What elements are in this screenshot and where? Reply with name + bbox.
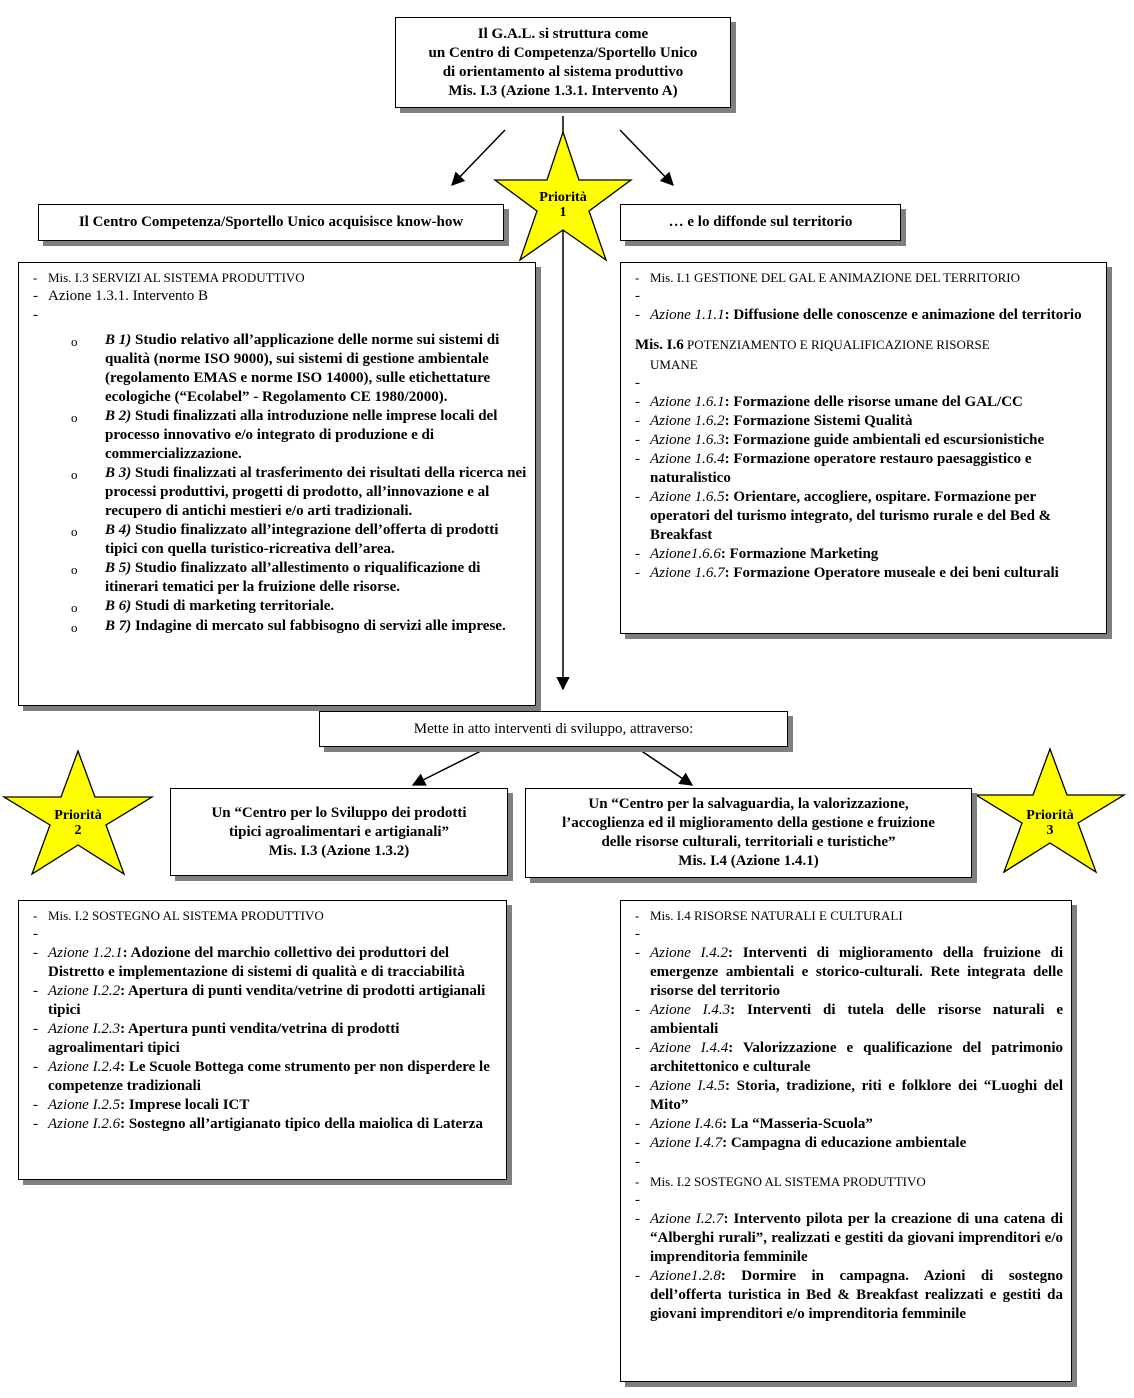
bullet-item: o B 4) Studio finalizzato all’integrazione dell’offerta di prodotti tipici con quella turistico-ricreativa dell’area. bbox=[71, 522, 499, 557]
top-box bbox=[395, 17, 731, 108]
list-item: - Azione I.4.5: Storia, tradizione, riti e folklore dei “Luoghi del Mito” bbox=[635, 1078, 1063, 1113]
list-item: - Azione 1.6.1: Formazione delle risorse umane del GAL/CC bbox=[635, 394, 1023, 410]
list-item: - Mis. I.2 SOSTEGNO AL SISTEMA PRODUTTIVO bbox=[33, 908, 324, 923]
bullet-item: o B 1) Studio relativo all’applicazione delle norme sui sistemi di qualità (norme ISO 9000), sui sistemi di gestione ambientale (regolamento EMAS e norme ISO 14000), sulle etichettature ecologiche (“Ecolabel” - Regolamento CE 1980/2000). bbox=[71, 332, 500, 405]
list-item: - bbox=[635, 288, 640, 304]
priority-3-number: 3 bbox=[1046, 823, 1054, 838]
list-item: - Azione 1.6.3: Formazione guide ambientali ed escursionistiche bbox=[635, 432, 1045, 448]
list-item: - Mis. I.4 RISORSE NATURALI E CULTURALI bbox=[635, 908, 903, 923]
list-item: - Azione1.6.6: Formazione Marketing bbox=[635, 546, 879, 562]
center-right-line: Mis. I.4 (Azione 1.4.1) bbox=[678, 853, 819, 869]
arrow-to-left-header bbox=[452, 130, 505, 185]
top-box-line: Mis. I.3 (Azione 1.3.1. Intervento A) bbox=[448, 82, 678, 99]
list-item: - Mis. I.2 SOSTEGNO AL SISTEMA PRODUTTIVO bbox=[635, 1174, 926, 1189]
list-item: - Azione I.4.3: Interventi di tutela delle risorse naturali e ambientali bbox=[635, 1002, 1063, 1037]
center-right-line: delle risorse culturali, territoriali e turistiche” bbox=[601, 834, 896, 850]
list-item: - Azione I.4.4: Valorizzazione e qualificazione del patrimonio architettonico e culturale bbox=[635, 1040, 1063, 1075]
center-left-box bbox=[170, 788, 508, 876]
list-item: - Azione I.2.6: Sostegno all’artigianato tipico della maiolica di Laterza bbox=[33, 1116, 483, 1132]
center-left-line: Un “Centro per lo Sviluppo dei prodotti bbox=[211, 804, 467, 821]
list-item: - bbox=[635, 926, 640, 942]
top-box-line: di orientamento al sistema produttivo bbox=[442, 63, 684, 80]
priority-2-word: Priorità bbox=[54, 808, 102, 823]
priority-2-label bbox=[38, 808, 118, 838]
bullet-item: o B 2) Studi finalizzati alla introduzione nelle imprese locali del processo innovativo e/o integrato di produzione e di commercializzazione. bbox=[71, 408, 498, 462]
left-header-text: Il Centro Competenza/Sportello Unico acquisisce know-how bbox=[78, 214, 464, 230]
box-gestione-gal bbox=[620, 262, 1107, 634]
center-right-box bbox=[525, 788, 972, 878]
priority-2-number: 2 bbox=[74, 823, 82, 838]
list-item: - Azione 1.6.4: Formazione operatore restauro paesaggistico e naturalistico bbox=[635, 451, 1032, 486]
list-item: - bbox=[635, 375, 640, 391]
right-header-text: … e lo diffonde sul territorio bbox=[668, 214, 853, 230]
center-right-line: l’accoglienza ed il miglioramento della gestione e fruizione bbox=[562, 815, 935, 831]
arrow-to-center-right bbox=[640, 750, 692, 785]
list-item: - Azione 1.3.1. Intervento B bbox=[33, 288, 208, 304]
middle-box-text: Mette in atto interventi di sviluppo, attraverso: bbox=[413, 720, 694, 737]
center-left-line: Mis. I.3 (Azione 1.3.2) bbox=[268, 842, 410, 859]
box-servizi-sistema-produttivo bbox=[18, 262, 536, 706]
list-item: - Azione 1.2.1: Adozione del marchio collettivo dei produttori del Distretto e implementazione di sistemi di qualità e di tracciabilità bbox=[33, 945, 465, 980]
mis-heading: Mis. I.6 POTENZIAMENTO E RIQUALIFICAZIONE RISORSE bbox=[635, 337, 990, 353]
middle-box bbox=[319, 711, 788, 747]
arrow-to-center-left bbox=[413, 750, 483, 785]
bullet-item: o B 7) Indagine di mercato sul fabbisogno di servizi alle imprese. bbox=[71, 618, 506, 635]
list-item: - Mis. I.1 GESTIONE DEL GAL E ANIMAZIONE DEL TERRITORIO bbox=[635, 270, 1020, 285]
list-item: - Azione I.4.6: La “Masseria-Scuola” bbox=[635, 1116, 873, 1132]
center-left-line: tipici agroalimentari e artigianali” bbox=[228, 823, 450, 840]
list-item: - Azione I.2.2: Apertura di punti vendita/vetrine di prodotti artigianali tipici bbox=[33, 983, 486, 1018]
list-item: - Mis. I.3 SERVIZI AL SISTEMA PRODUTTIVO bbox=[33, 270, 305, 285]
list-item: - bbox=[33, 926, 38, 942]
list-item: - bbox=[33, 307, 38, 323]
list-item: - Azione I.2.5: Imprese locali ICT bbox=[33, 1097, 250, 1113]
list-item: - Azione I.4.7: Campagna di educazione ambientale bbox=[635, 1135, 967, 1151]
list-item: - Azione I.4.2: Interventi di miglioramento della fruizione di emergenze ambientali e storico-culturali. Rete integrata delle risorse del territorio bbox=[635, 945, 1063, 999]
center-right-line: Un “Centro per la salvaguardia, la valorizzazione, bbox=[588, 796, 909, 812]
list-item: - Azione I.2.7: Intervento pilota per la creazione di una catena di “Alberghi rurali”, realizzati e gestiti da giovani imprenditori e/o imprenditoria femminile bbox=[635, 1211, 1063, 1265]
list-item: - Azione I.2.4: Le Scuole Bottega come strumento per non disperdere le competenze tradizionali bbox=[33, 1059, 490, 1094]
box-sostegno-sistema-produttivo bbox=[18, 900, 507, 1180]
box-risorse-naturali bbox=[620, 900, 1072, 1382]
mis-heading-tail: UMANE bbox=[650, 357, 698, 372]
bullet-item: o B 3) Studi finalizzati al trasferimento dei risultati della ricerca nei processi produttivi, progetti di prodotto, all’innovazione e al recupero di antichi mestieri e/o arti tradizionali. bbox=[71, 465, 527, 519]
left-header-box bbox=[38, 204, 504, 241]
list-item: - Azione1.2.8: Dormire in campagna. Azioni di sostegno dell’offerta turistica in Bed & Breakfast realizzati e gestiti da giovani imprenditori e/o imprenditoria femminile bbox=[635, 1268, 1063, 1322]
arrow-to-right-header bbox=[620, 130, 673, 185]
list-item: - Azione I.2.3: Apertura punti vendita/vetrina di prodotti agroalimentari tipici bbox=[33, 1021, 400, 1056]
right-header-box bbox=[620, 204, 901, 241]
priority-1-number: 1 bbox=[559, 205, 567, 220]
list-item: - Azione 1.1.1: Diffusione delle conoscenze e animazione del territorio bbox=[635, 307, 1082, 323]
priority-3-label bbox=[1010, 808, 1090, 838]
list-item: - bbox=[635, 1192, 640, 1208]
list-item: - Azione 1.6.2: Formazione Sistemi Qualità bbox=[635, 413, 913, 429]
top-box-line: Il G.A.L. si struttura come bbox=[477, 25, 649, 42]
list-item: - bbox=[635, 1154, 640, 1170]
list-item: - Azione 1.6.5: Orientare, accogliere, ospitare. Formazione per operatori del turismo integrato, del turismo rurale e del Bed & Breakfast bbox=[635, 489, 1052, 543]
list-item: - Azione 1.6.7: Formazione Operatore museale e dei beni culturali bbox=[635, 565, 1059, 581]
priority-3-word: Priorità bbox=[1026, 808, 1074, 823]
bullet-item: o B 5) Studio finalizzato all’allestimento o riqualificazione di itinerari tematici per la fruizione delle risorse. bbox=[71, 560, 481, 595]
priority-1-word: Priorità bbox=[539, 190, 587, 205]
bullet-item: o B 6) Studi di marketing territoriale. bbox=[71, 598, 335, 615]
top-box-line: un Centro di Competenza/Sportello Unico bbox=[428, 44, 698, 61]
priority-1-label bbox=[523, 190, 603, 220]
